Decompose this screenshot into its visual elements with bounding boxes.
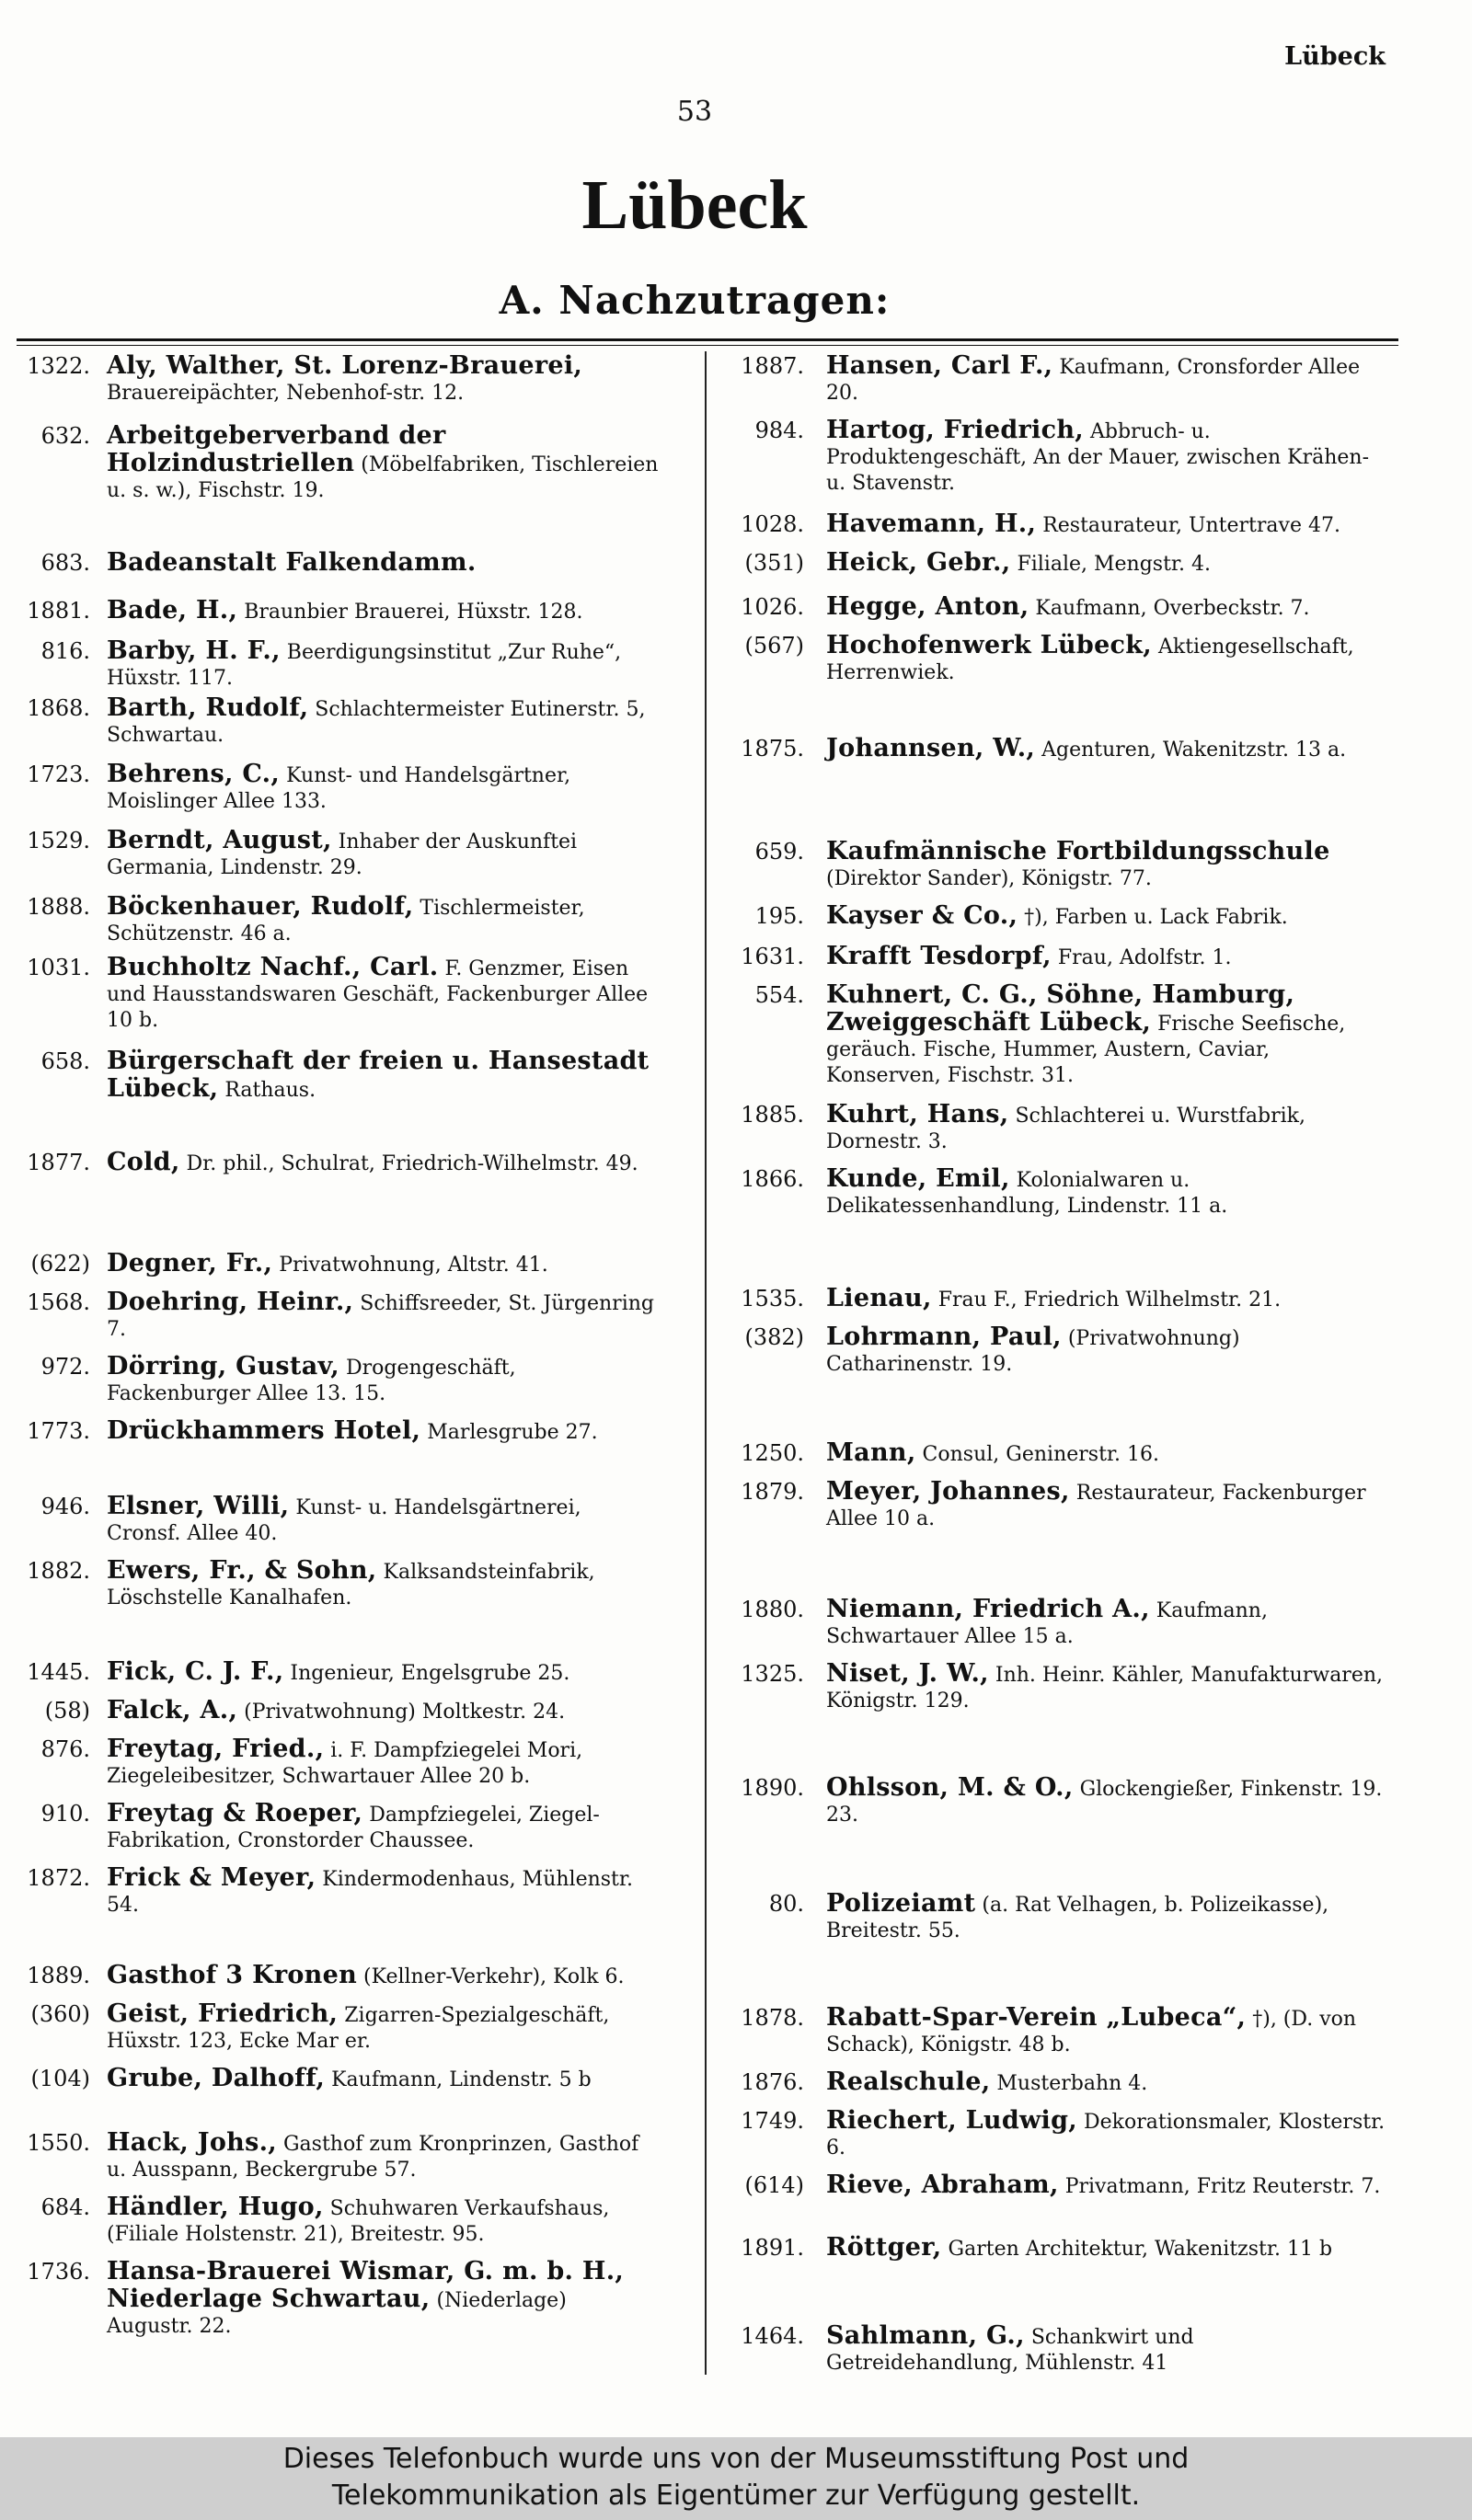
entry-name: Havemann, H., <box>826 510 1037 538</box>
entry-name: Polizeiamt <box>826 1889 976 1918</box>
entry-text <box>826 1286 1387 1313</box>
entry-text <box>107 1963 659 1990</box>
entry-name: Krafft Tesdorpf, <box>826 942 1052 970</box>
entry-name: Elsner, Willi, <box>107 1492 290 1520</box>
entry-text <box>107 695 659 749</box>
entry-text <box>826 1324 1387 1378</box>
entry-text <box>826 2172 1387 2200</box>
entry-text <box>107 1354 659 1407</box>
entry-description: Schankwirt und Getreidehandlung, Mühlenstr. 41 <box>826 2326 1194 2375</box>
entry-name: Sahlmann, G., <box>826 2321 1025 2350</box>
phone-number: 632. <box>40 423 90 449</box>
entry-text <box>107 2130 659 2183</box>
footer-line-2: Telekommunikation als Eigentümer zur Verfügung gestellt. <box>331 2480 1141 2512</box>
entry-text <box>107 762 659 815</box>
entry-description: Tischlermeister, Schützenstr. 46 a. <box>107 897 585 945</box>
phone-number: 1031. <box>27 955 90 980</box>
entry-description: (Kellner-Verkehr), Kolk 6. <box>363 1965 625 1988</box>
phone-number: (614) <box>744 2172 804 2198</box>
phone-number: 1891. <box>741 2235 804 2261</box>
phone-number: (382) <box>744 1324 804 1350</box>
phone-number: 1887. <box>741 353 804 379</box>
phone-number: 910. <box>40 1801 90 1827</box>
entry-text <box>107 1659 659 1687</box>
entry-name: Barby, H. F., <box>107 636 281 665</box>
phone-number: 816. <box>40 638 90 664</box>
entry-text <box>107 1698 659 1725</box>
phone-number: 683. <box>40 550 90 576</box>
entry-description: Schlachterei u. Wurstfabrik, Dornestr. 3. <box>826 1105 1306 1153</box>
entry-description: Schiffsreeder, St. Jürgenring 7. <box>107 1292 654 1341</box>
entry-name: Riechert, Ludwig, <box>826 2106 1077 2135</box>
entry-name: Kuhnert, C. G., Söhne, Hamburg, Zweiggeschäft Lübeck, <box>826 980 1295 1037</box>
entry-text <box>107 1251 659 1278</box>
entry-name: Freytag, Fried., <box>107 1735 325 1763</box>
phone-number: (58) <box>44 1698 90 1724</box>
entry-name: Lienau, <box>826 1284 932 1312</box>
entry-text <box>107 1418 659 1446</box>
entry-description: (Privatwohnung) Moltkestr. 24. <box>244 1701 566 1724</box>
entry-name: Hack, Johs., <box>107 2128 277 2157</box>
phone-number: (622) <box>30 1251 90 1277</box>
entry-name: Realschule, <box>826 2068 991 2096</box>
entry-description: Beerdigungsinstitut „Zur Ruhe“, Hüxstr. 117. <box>107 641 622 690</box>
entry-name: Kaufmännische Fortbildungsschule <box>826 837 1330 865</box>
entry-description: Kaufmann, Lindenstr. 5 b <box>331 2068 592 2091</box>
entry-name: Doehring, Heinr., <box>107 1288 354 1316</box>
entry-text <box>107 638 659 692</box>
entry-text <box>107 828 659 881</box>
phone-number: 1028. <box>741 511 804 537</box>
running-head: Lübeck <box>1284 42 1386 71</box>
entry-text <box>826 550 1387 578</box>
entry-text <box>107 2066 659 2093</box>
header-rule-thin <box>17 345 1398 346</box>
entry-description: F. Genzmer, Eisen und Hausstandswaren Geschäft, Fackenburger Allee 10 b. <box>107 957 649 1032</box>
phone-number: 1880. <box>741 1597 804 1622</box>
entry-text <box>107 1048 659 1104</box>
entry-text <box>826 1102 1387 1155</box>
entry-description: Frau F., Friedrich Wilhelmstr. 21. <box>937 1289 1282 1312</box>
entry-text <box>826 1891 1387 1944</box>
entry-text <box>107 353 659 407</box>
phone-number: 1866. <box>741 1166 804 1192</box>
phone-number: 659. <box>754 839 804 865</box>
entry-description: †), (D. von Schack), Königstr. 48 b. <box>826 2008 1357 2056</box>
entry-description: Privatwohnung, Altstr. 41. <box>279 1254 548 1277</box>
entry-name: Gasthof 3 Kronen <box>107 1961 358 1989</box>
entry-text <box>826 2069 1387 2097</box>
entry-text <box>826 2323 1387 2377</box>
phone-number: 972. <box>40 1354 90 1380</box>
entry-text <box>107 2259 659 2340</box>
entry-description: Musterbahn 4. <box>996 2072 1148 2095</box>
entry-description: Restaurateur, Fackenburger Allee 10 a. <box>826 1482 1366 1530</box>
entry-description: Dekorationsmaler, Klosterstr. 6. <box>826 2111 1386 2159</box>
phone-number: 1723. <box>27 762 90 787</box>
entry-text <box>107 1289 659 1343</box>
entry-name: Degner, Fr., <box>107 1249 273 1277</box>
entry-name: Hartog, Friedrich, <box>826 416 1084 444</box>
phone-number: 1881. <box>27 598 90 624</box>
entry-text <box>826 511 1387 539</box>
entry-description: Ingenieur, Engelsgrube 25. <box>290 1662 570 1685</box>
entry-description: Brauereipächter, Nebenhof-str. 12. <box>107 382 465 405</box>
phone-number: 1882. <box>27 1558 90 1584</box>
entry-name: Berndt, August, <box>107 826 332 854</box>
phone-number: 80. <box>768 1891 804 1917</box>
entry-name: Händler, Hugo, <box>107 2193 324 2221</box>
entry-description: Schlachtermeister Eutinerstr. 5, Schwartau. <box>107 698 646 747</box>
entry-name: Kuhrt, Hans, <box>826 1100 1009 1128</box>
entry-text <box>107 955 659 1034</box>
entry-text <box>826 594 1387 622</box>
phone-number: 1631. <box>741 944 804 969</box>
entry-text <box>107 1150 659 1177</box>
phone-number: 554. <box>754 982 804 1008</box>
phone-number: 1749. <box>741 2108 804 2134</box>
entry-name: Kayser & Co., <box>826 901 1018 930</box>
header-rule <box>17 338 1398 341</box>
entry-name: Drückhammers Hotel, <box>107 1416 421 1445</box>
entry-description: Inhaber der Auskunftei Germania, Lindenstr. 29. <box>107 830 578 879</box>
entry-description: Drogengeschäft, Fackenburger Allee 13. 15. <box>107 1357 516 1405</box>
entry-name: Cold, <box>107 1148 180 1176</box>
entry-description: Kolonialwaren u. Delikatessenhandlung, Lindenstr. 11 a. <box>826 1169 1228 1218</box>
entry-name: Böckenhauer, Rudolf, <box>107 892 414 921</box>
footer-line-1: Dieses Telefonbuch wurde uns von der Museumsstiftung Post und <box>282 2443 1190 2475</box>
phone-number: 1550. <box>27 2130 90 2156</box>
phone-number: (567) <box>744 633 804 659</box>
phone-number: 658. <box>40 1048 90 1074</box>
entry-description: i. F. Dampfziegelei Mori, Ziegeleibesitzer, Schwartauer Allee 20 b. <box>107 1739 583 1788</box>
footer-notice <box>0 2437 1472 2520</box>
entry-name: Meyer, Johannes, <box>826 1477 1070 1506</box>
phone-number: 1773. <box>27 1418 90 1444</box>
phone-number: 1885. <box>741 1102 804 1128</box>
phone-number: 1325. <box>741 1661 804 1687</box>
phone-number: (351) <box>744 550 804 576</box>
phone-number: 1890. <box>741 1775 804 1801</box>
phone-number: 984. <box>754 418 804 443</box>
phone-number: 1889. <box>27 1963 90 1988</box>
phone-number: 1877. <box>27 1150 90 1175</box>
entry-description: Dr. phil., Schulrat, Friedrich-Wilhelmstr. 49. <box>186 1152 638 1175</box>
entry-name: Freytag & Roeper, <box>107 1799 363 1827</box>
entry-name: Arbeitgeberverband der Holzindustriellen <box>107 421 446 477</box>
entry-text <box>826 2108 1387 2161</box>
entry-description: Schuhwaren Verkaufshaus, (Filiale Holstenstr. 21), Breitestr. 95. <box>107 2197 610 2246</box>
entry-text <box>826 903 1387 931</box>
entry-description: (Niederlage) Augustr. 22. <box>107 2289 567 2338</box>
entry-text <box>826 1597 1387 1650</box>
entry-name: Heick, Gebr., <box>826 548 1011 577</box>
entry-description: (Möbelfabriken, Tischlereien u. s. w.), Fischstr. 19. <box>107 453 659 502</box>
phone-number: 1878. <box>741 2005 804 2031</box>
entry-text <box>826 1440 1387 1468</box>
entry-description: (Privatwohnung) Catharinenstr. 19. <box>826 1327 1240 1376</box>
entry-text <box>107 1736 659 1790</box>
entry-description: Privatmann, Fritz Reuterstr. 7. <box>1064 2175 1381 2198</box>
entry-name: Hochofenwerk Lübeck, <box>826 631 1152 659</box>
entry-text <box>107 894 659 947</box>
phone-number: 1250. <box>741 1440 804 1466</box>
page-number: 53 <box>676 96 713 128</box>
entry-text <box>826 353 1387 407</box>
entry-description: Kaufmann, Overbeckstr. 7. <box>1035 597 1310 620</box>
entry-name: Bürgerschaft der freien u. Hansestadt Lübeck, <box>107 1047 650 1103</box>
entry-name: Badeanstalt Falkendamm. <box>107 548 477 577</box>
phone-number: 1445. <box>27 1659 90 1685</box>
entry-text <box>826 1775 1387 1828</box>
entry-name: Kunde, Emil, <box>826 1164 1010 1193</box>
phone-number: 1875. <box>741 736 804 762</box>
phone-number: 946. <box>40 1494 90 1519</box>
entry-text <box>826 1661 1387 1714</box>
entry-name: Fick, C. J. F., <box>107 1657 284 1686</box>
entry-name: Hegge, Anton, <box>826 592 1029 621</box>
entry-name: Grube, Dalhoff, <box>107 2064 326 2092</box>
entry-name: Barth, Rudolf, <box>107 693 309 722</box>
entry-description: Restaurateur, Untertrave 47. <box>1042 514 1340 537</box>
entry-description: Zigarren-Spezialgeschäft, Hüxstr. 123, Ecke Mar er. <box>107 2004 610 2053</box>
entry-name: Johannsen, W., <box>826 734 1036 762</box>
entry-description: Garten Architektur, Wakenitzstr. 11 b <box>948 2238 1333 2261</box>
entry-description: Frische Seefische, geräuch. Fische, Hummer, Austern, Caviar, Konserven, Fischstr. 31. <box>826 1013 1346 1087</box>
entry-description: (Direktor Sander), Königstr. 77. <box>826 867 1152 890</box>
phone-number: 1888. <box>27 894 90 920</box>
phone-number: 1464. <box>741 2323 804 2349</box>
entry-name: Lohrmann, Paul, <box>826 1323 1062 1351</box>
entry-text <box>826 2005 1387 2058</box>
entry-text <box>107 1801 659 1854</box>
entry-description: Kalksandsteinfabrik, Löschstelle Kanalhafen. <box>107 1561 595 1609</box>
entry-description: Marlesgrube 27. <box>427 1421 598 1444</box>
entry-name: Hansen, Carl F., <box>826 351 1053 380</box>
phone-number: 1868. <box>27 695 90 721</box>
entry-name: Rieve, Abraham, <box>826 2171 1059 2199</box>
entry-name: Geist, Friedrich, <box>107 1999 339 2028</box>
entry-text <box>107 423 659 504</box>
entry-description: (a. Rat Velhagen, b. Polizeikasse), Breitestr. 55. <box>826 1894 1329 1942</box>
entry-description: Glockengießer, Finkenstr. 19. 23. <box>826 1778 1383 1827</box>
section-heading: A. Nachzutragen: <box>499 278 891 323</box>
entry-text <box>826 633 1387 686</box>
entry-text <box>826 839 1387 892</box>
page-title: Lübeck <box>581 166 808 244</box>
entry-text <box>107 550 659 578</box>
entry-text <box>826 736 1387 763</box>
phone-number: 1879. <box>741 1479 804 1505</box>
entry-text <box>107 2194 659 2248</box>
entry-name: Buchholtz Nachf., Carl. <box>107 953 439 981</box>
entry-text <box>107 598 659 625</box>
entry-description: Rathaus. <box>224 1079 316 1102</box>
phone-number: 1876. <box>741 2069 804 2095</box>
phone-number: (360) <box>30 2001 90 2027</box>
entry-name: Hansa-Brauerei Wismar, G. m. b. H., Niederlage Schwartau, <box>107 2257 625 2313</box>
phone-number: 1736. <box>27 2259 90 2285</box>
entry-description: Kaufmann, Schwartauer Allee 15 a. <box>826 1599 1268 1648</box>
entry-description: Agenturen, Wakenitzstr. 13 a. <box>1041 739 1347 762</box>
entry-description: Consul, Geninerstr. 16. <box>922 1443 1159 1466</box>
entry-name: Mann, <box>826 1438 916 1467</box>
entry-name: Bade, H., <box>107 596 238 624</box>
entry-text <box>107 1865 659 1919</box>
entry-text <box>826 418 1387 497</box>
phone-number: 1568. <box>27 1289 90 1315</box>
entry-name: Behrens, C., <box>107 760 281 788</box>
entry-description: Braunbier Brauerei, Hüxstr. 128. <box>244 601 583 624</box>
entry-name: Niset, J. W., <box>826 1659 989 1688</box>
entry-description: Filiale, Mengstr. 4. <box>1017 553 1212 576</box>
phone-number: 1535. <box>741 1286 804 1312</box>
column-divider <box>705 351 707 2375</box>
entry-description: Kunst- und Handelsgärtner, Moislinger Allee 133. <box>107 764 571 813</box>
phone-number: 195. <box>754 903 804 929</box>
entry-name: Ewers, Fr., & Sohn, <box>107 1556 377 1585</box>
entry-name: Frick & Meyer, <box>107 1863 316 1892</box>
entry-name: Dörring, Gustav, <box>107 1352 339 1380</box>
entry-name: Falck, A., <box>107 1696 238 1724</box>
entry-text <box>826 2235 1387 2262</box>
entry-description: Aktiengesellschaft, Herrenwiek. <box>826 636 1354 684</box>
entry-description: Gasthof zum Kronprinzen, Gasthof u. Ausspann, Beckergrube 57. <box>107 2133 639 2182</box>
phone-number: 1872. <box>27 1865 90 1891</box>
entry-name: Ohlsson, M. & O., <box>826 1773 1074 1802</box>
entry-description: Kunst- u. Handelsgärtnerei, Cronsf. Allee 40. <box>107 1496 581 1545</box>
entry-text <box>826 1479 1387 1532</box>
phone-number: 1322. <box>27 353 90 379</box>
entry-text <box>826 982 1387 1089</box>
entry-text <box>826 1166 1387 1220</box>
phone-number: 1529. <box>27 828 90 853</box>
phone-number: (104) <box>30 2066 90 2091</box>
entry-text <box>107 1558 659 1611</box>
entry-description: Dampfziegelei, Ziegel-Fabrikation, Cronstorder Chaussee. <box>107 1804 600 1852</box>
entry-name: Aly, Walther, St. Lorenz-Brauerei, <box>107 351 583 380</box>
phone-number: 876. <box>40 1736 90 1762</box>
entry-description: Abbruch- u. Produktengeschäft, An der Mauer, zwischen Krähen- u. Stavenstr. <box>826 420 1370 495</box>
entry-text <box>826 944 1387 971</box>
entry-description: Inh. Heinr. Kähler, Manufakturwaren, Königstr. 129. <box>826 1664 1384 1712</box>
entry-description: Frau, Adolfstr. 1. <box>1057 946 1232 969</box>
entry-text <box>107 1494 659 1547</box>
entry-description: Kaufmann, Cronsforder Allee 20. <box>826 356 1361 405</box>
entry-name: Röttger, <box>826 2233 942 2262</box>
entry-name: Rabatt-Spar-Verein „Lubeca“, <box>826 2003 1247 2032</box>
entry-name: Niemann, Friedrich A., <box>826 1595 1150 1623</box>
phone-number: 684. <box>40 2194 90 2220</box>
entry-description: Kindermodenhaus, Mühlenstr. 54. <box>107 1868 633 1917</box>
phone-number: 1026. <box>741 594 804 620</box>
entry-description: †), Farben u. Lack Fabrik. <box>1024 906 1288 929</box>
entry-text <box>107 2001 659 2055</box>
